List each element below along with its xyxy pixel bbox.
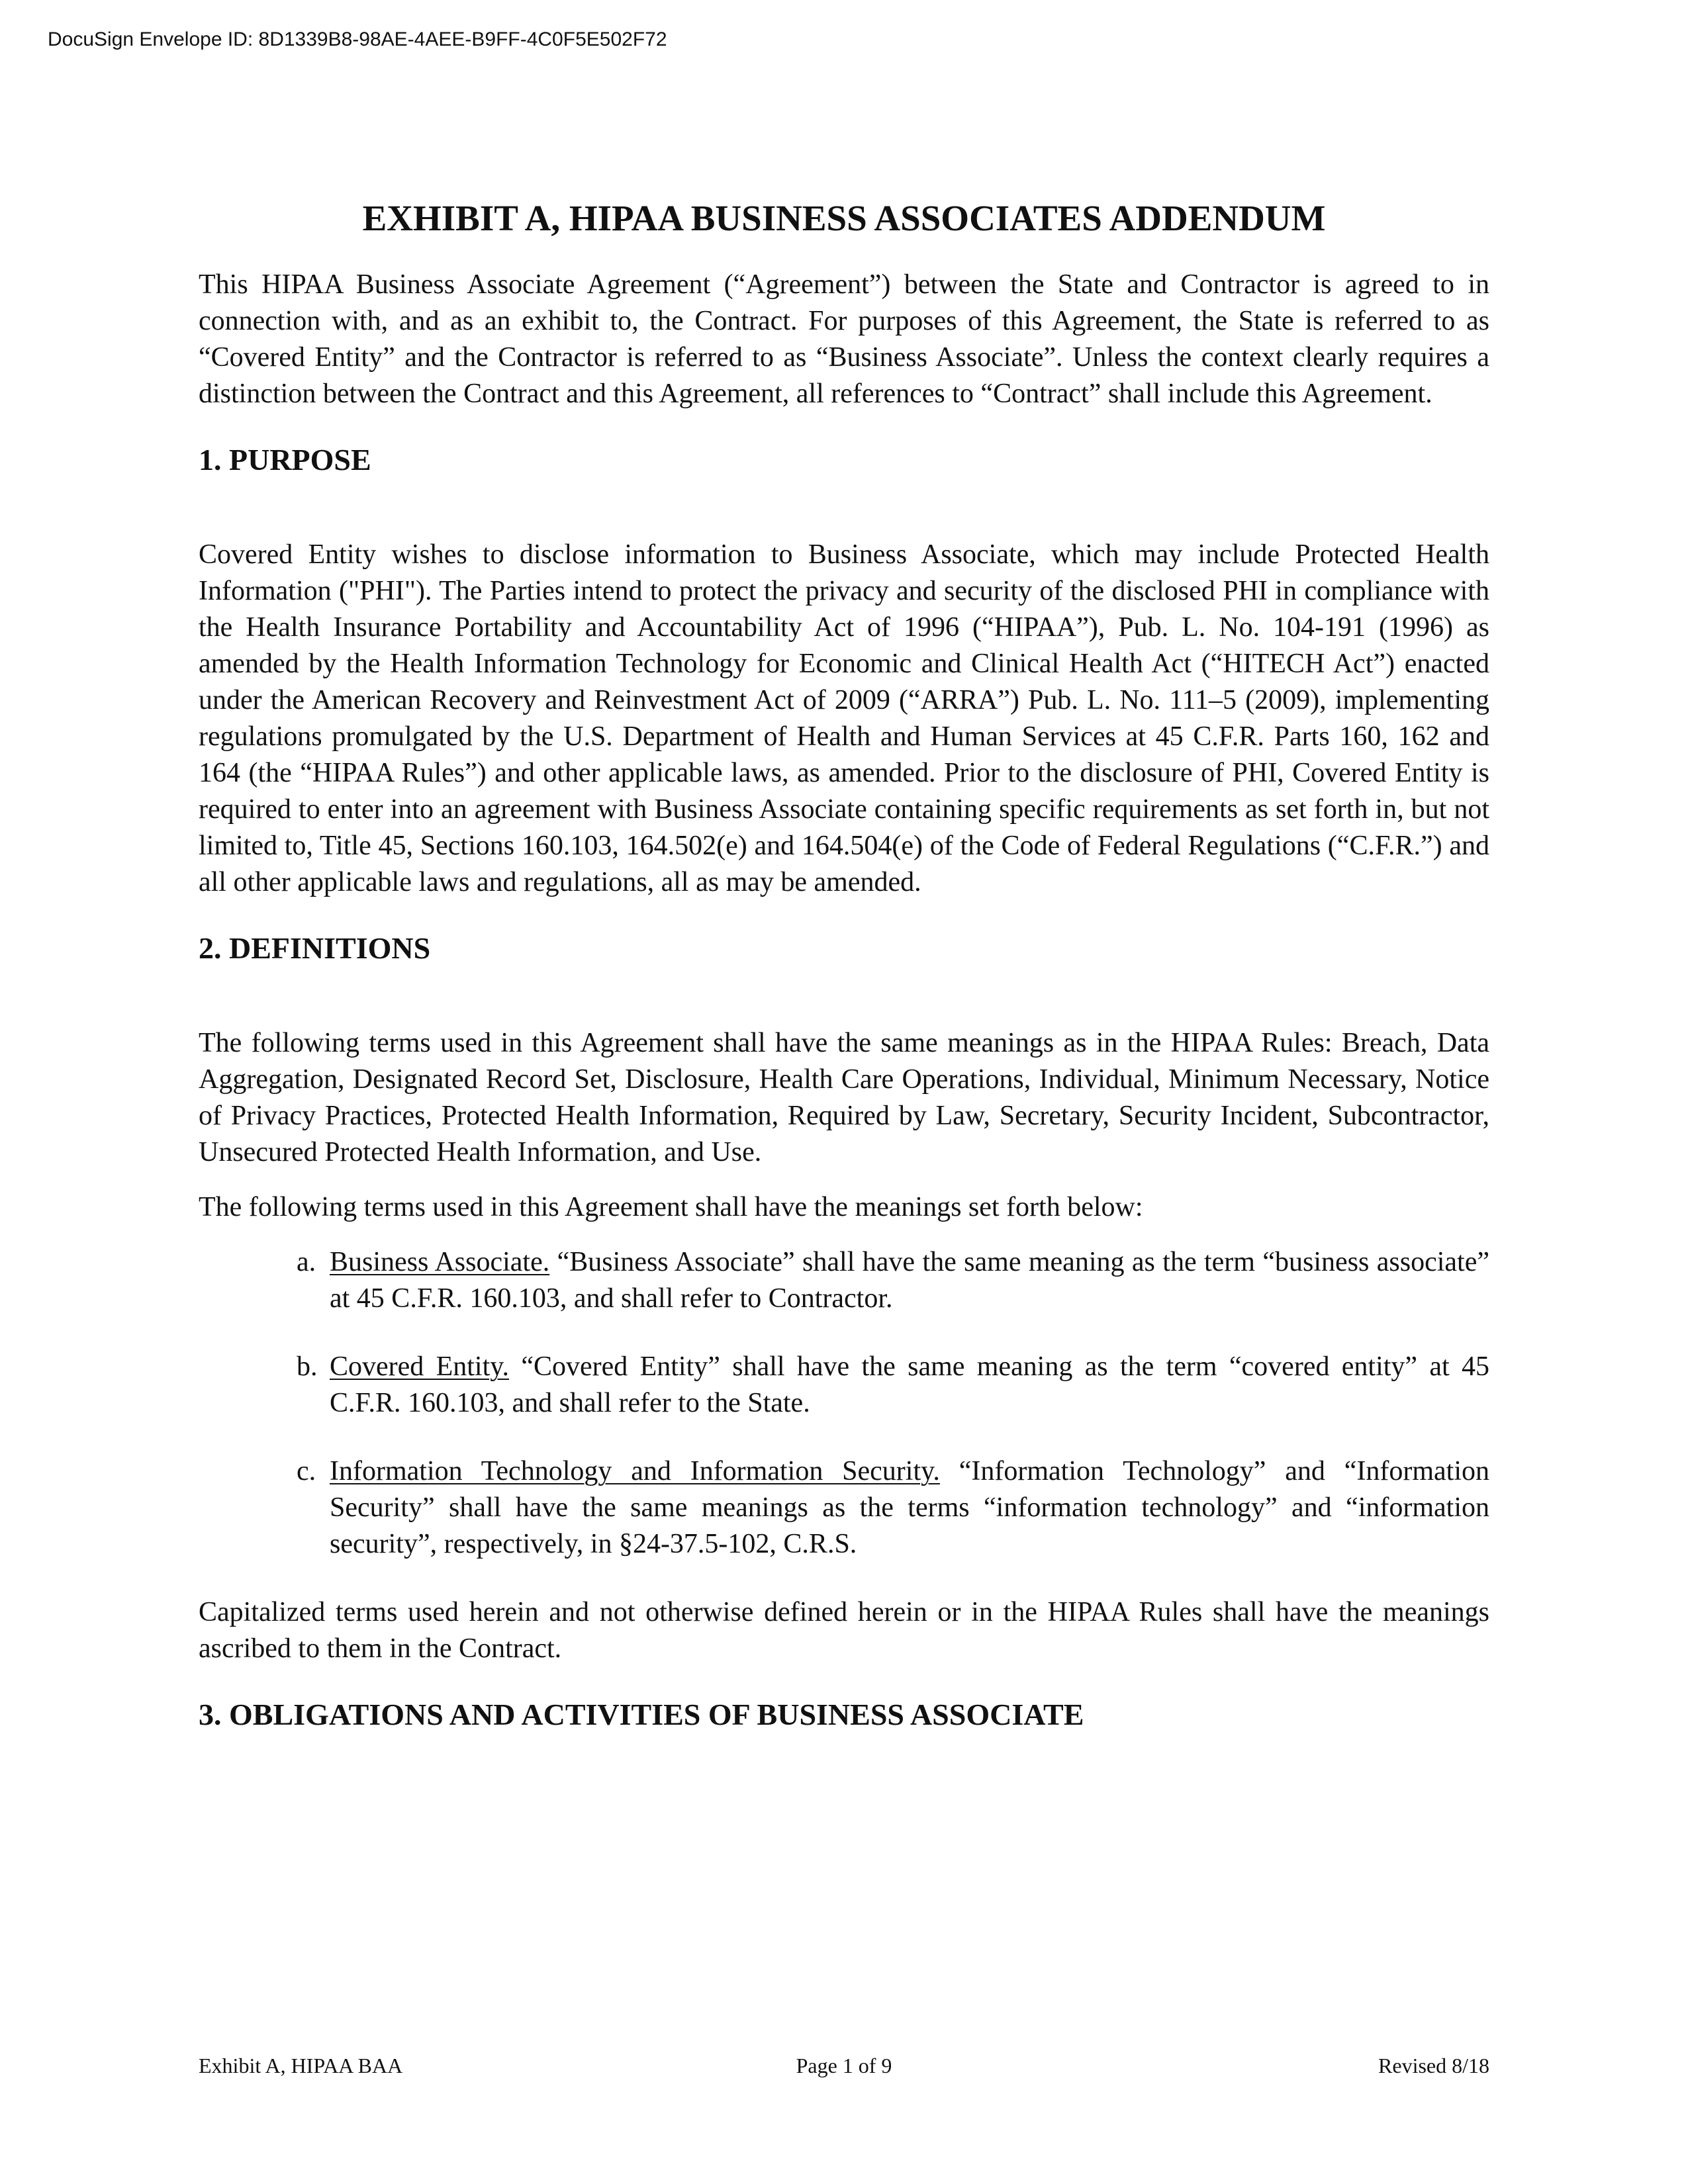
section-1-heading: 1. PURPOSE <box>199 443 371 477</box>
definition-term: Business Associate. <box>330 1247 550 1277</box>
definition-marker: a. <box>297 1247 316 1277</box>
definition-item-business-associate <box>199 1244 1489 1317</box>
definition-term: Information Technology and Information Security. <box>330 1456 940 1486</box>
footer-revision: Revised 8/18 <box>1378 2054 1489 2077</box>
definition-text <box>330 1349 1489 1422</box>
definition-item-covered-entity <box>199 1349 1489 1422</box>
definition-marker: b. <box>297 1351 318 1382</box>
definitions-paragraph-intro: The following terms used in this Agreement shall have the meanings set forth below: <box>199 1192 1143 1222</box>
document-body <box>199 195 1489 1735</box>
definition-text <box>330 1453 1489 1563</box>
definitions-list <box>199 1244 1489 1563</box>
footer-page-number: Page 1 of 9 <box>796 2054 892 2077</box>
definitions-paragraph-hipaa-terms: The following terms used in this Agreement shall have the same meanings as in the HIPAA Rules: Breach, Data Aggregation, Designated Record Set, Disclosure, Health Care Operations, Individual, Minimum Necessary, Notice of Privacy Practices, Protected Health Information, Required by Law, Secretary, Security Incident, Subcontractor, Unsecured Protected Health Information, and Use. <box>199 1028 1489 1167</box>
definition-body: “Covered Entity” shall have the same meaning as the term “covered entity” at 45 C.F.R. 160.103, and shall refer to the State. <box>330 1351 1490 1418</box>
document-title: EXHIBIT A, HIPAA BUSINESS ASSOCIATES ADDENDUM <box>362 198 1326 238</box>
section-2-heading: 2. DEFINITIONS <box>199 931 431 965</box>
definition-term: Covered Entity. <box>330 1351 510 1382</box>
capitalized-terms-paragraph: Capitalized terms used herein and not otherwise defined herein or in the HIPAA Rules shall have the meanings ascribed to them in the Contract. <box>199 1597 1489 1664</box>
definition-marker: c. <box>297 1456 316 1486</box>
definition-item-information-technology <box>199 1453 1489 1563</box>
definition-text <box>330 1244 1489 1317</box>
definition-body: “Information Technology” and “Information Security” shall have the same meanings as the terms “information technology” and “information security”, respectively, in §24-37.5-102, C.R.S. <box>330 1456 1489 1559</box>
section-3-heading: 3. OBLIGATIONS AND ACTIVITIES OF BUSINESS ASSOCIATE <box>199 1698 1084 1731</box>
docusign-envelope-id: DocuSign Envelope ID: 8D1339B8-98AE-4AEE-B9FF-4C0F5E502F72 <box>48 28 667 50</box>
footer-document-name: Exhibit A, HIPAA BAA <box>199 2054 403 2077</box>
intro-paragraph: This HIPAA Business Associate Agreement (“Agreement”) between the State and Contractor is agreed to in connection with, and as an exhibit to, the Contract. For purposes of this Agreement, the State is referred to as “Covered Entity” and the Contractor is referred to as “Business Associate”. Unless the context clearly requires a distinction between the Contract and this Agreement, all references to “Contract” shall include this Agreement. <box>199 269 1489 409</box>
page-footer <box>199 2050 1489 2081</box>
purpose-paragraph: Covered Entity wishes to disclose information to Business Associate, which may include Protected Health Information ("PHI"). The Parties intend to protect the privacy and security of the disclosed PHI in compliance with the Health Insurance Portability and Accountability Act of 1996 (“HIPAA”), Pub. L. No. 104-191 (1996) as amended by the Health Information Technology for Economic and Clinical Health Act (“HITECH Act”) enacted under the American Recovery and Reinvestment Act of 2009 (“ARRA”) Pub. L. No. 111–5 (2009), implementing regulations promulgated by the U.S. Department of Health and Human Services at 45 C.F.R. Parts 160, 162 and 164 (the “HIPAA Rules”) and other applicable laws, as amended. Prior to the disclosure of PHI, Covered Entity is required to enter into an agreement with Business Associate containing specific requirements as set forth in, but not limited to, Title 45, Sections 160.103, 164.502(e) and 164.504(e) of the Code of Federal Regulations (“C.F.R.”) and all other applicable laws and regulations, all as may be amended. <box>199 539 1489 897</box>
definition-body: “Business Associate” shall have the same meaning as the term “business associate” at 45 C.F.R. 160.103, and shall refer to Contractor. <box>330 1247 1489 1314</box>
